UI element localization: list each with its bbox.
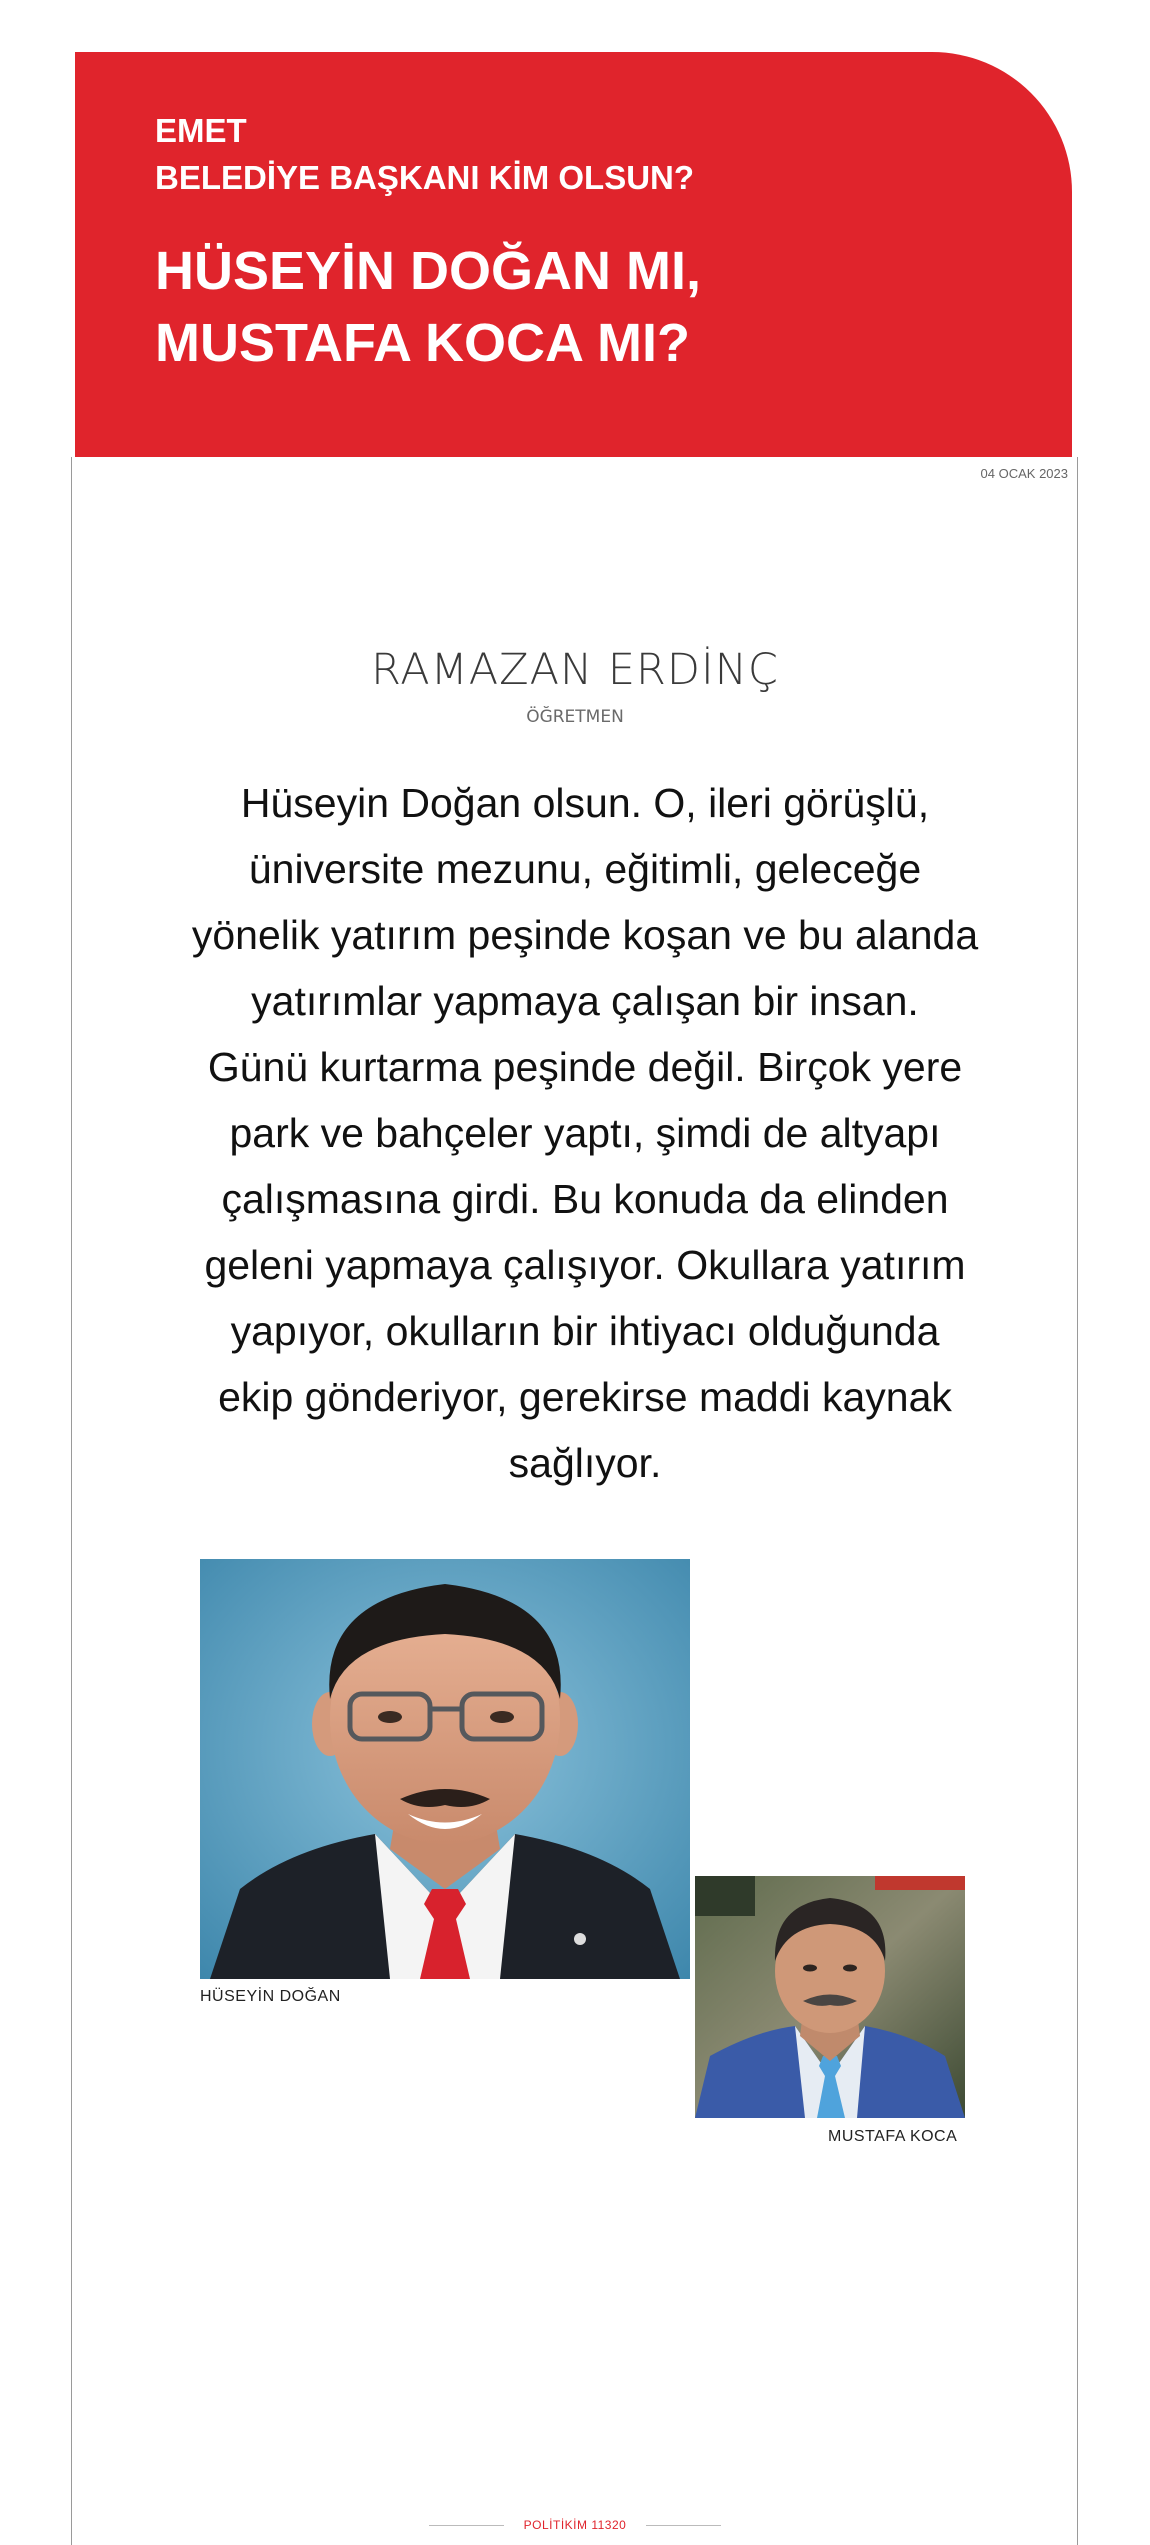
- quote-line: geleni yapmaya çalışıyor. Okullara yatırım: [204, 1242, 966, 1288]
- quote-line: sağlıyor.: [508, 1440, 662, 1486]
- quote-line: yönelik yatırım peşinde koşan ve bu alanda: [191, 912, 979, 958]
- quote-line: çalışmasına girdi. Bu konuda da elinden: [221, 1176, 949, 1222]
- quote-line: ekip gönderiyor, gerekirse maddi kaynak: [218, 1374, 952, 1420]
- portrait-photo-mustafa-koca: [695, 1876, 965, 2118]
- photo-caption: MUSTAFA KOCA: [828, 2128, 958, 2145]
- header-banner: [75, 52, 1072, 457]
- headline-line-1: HÜSEYİN DOĞAN MI,: [155, 241, 702, 301]
- quote-text: [190, 770, 980, 1496]
- portrait-illustration: [695, 1876, 965, 2118]
- portrait-illustration: [200, 1559, 690, 1979]
- quote-line: yatırımlar yapmaya çalışan bir insan.: [251, 978, 919, 1024]
- kicker-question: BELEDİYE BAŞKANI KİM OLSUN?: [155, 159, 695, 196]
- photo-caption: HÜSEYİN DOĞAN: [200, 1988, 341, 2005]
- headline: [155, 235, 1072, 379]
- footer-divider: [646, 2525, 721, 2526]
- page-footer: [0, 2518, 1150, 2532]
- quote-line: Günü kurtarma peşinde değil. Birçok yere: [207, 1044, 963, 1090]
- portrait-photo-huseyin-dogan: [200, 1559, 690, 1979]
- quote-line: üniversite mezunu, eğitimli, geleceğe: [248, 846, 922, 892]
- footer-page-label: POLİTİKİM 11320: [523, 2518, 627, 2532]
- author-name: RAMAZAN ERDİNÇ: [371, 645, 779, 695]
- kicker-location: EMET: [155, 112, 247, 149]
- headline-line-2: MUSTAFA KOCA MI?: [155, 313, 690, 373]
- footer-divider: [429, 2525, 504, 2526]
- author-role: ÖĞRETMEN: [526, 707, 624, 727]
- quote-line: park ve bahçeler yaptı, şimdi de altyapı: [229, 1110, 941, 1156]
- publish-date: 04 OCAK 2023: [980, 466, 1068, 481]
- quote-line: yapıyor, okulların bir ihtiyacı olduğunda: [230, 1308, 940, 1354]
- quote-line: Hüseyin Doğan olsun. O, ileri görüşlü,: [240, 780, 930, 826]
